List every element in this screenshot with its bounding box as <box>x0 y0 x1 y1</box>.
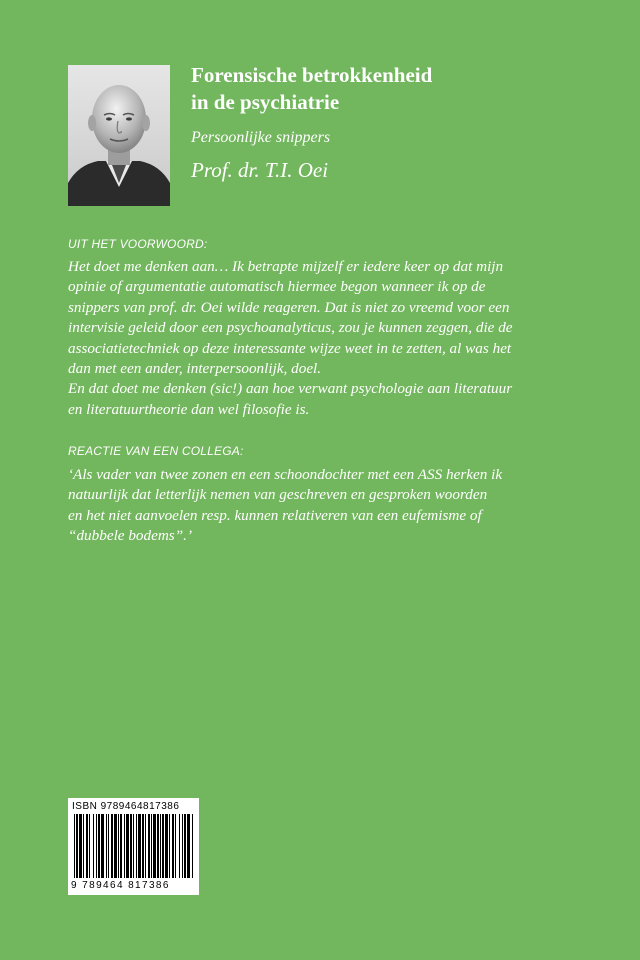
barcode-bar <box>162 814 164 878</box>
barcode-bar <box>86 814 88 878</box>
foreword-line: dan met een ander, interpersoonlijk, doel. <box>68 360 322 378</box>
barcode-bar <box>130 814 132 878</box>
barcode <box>68 798 199 895</box>
book-title <box>191 62 611 116</box>
barcode-bar <box>138 814 141 878</box>
barcode-bar <box>153 814 156 878</box>
barcode-bar <box>98 814 100 878</box>
isbn-text: ISBN 9789464817386 <box>72 801 180 812</box>
foreword-line: opinie of argumentatie automatisch hiermee begon wanneer ik op de <box>68 278 486 296</box>
title-line-2: in de psychiatrie <box>191 90 340 114</box>
barcode-bar <box>175 814 176 878</box>
colleague-text <box>68 465 568 547</box>
barcode-bar <box>74 814 75 878</box>
barcode-bar <box>126 814 129 878</box>
colleague-line: en het niet aanvoelen resp. kunnen relativeren van een eufemisme of <box>68 506 482 524</box>
barcode-bar <box>114 814 117 878</box>
barcode-bar <box>169 814 170 878</box>
foreword-line: intervisie geleid door een psychoanalyticus, zou je kunnen zeggen, die de <box>68 319 513 337</box>
barcode-bar <box>160 814 161 878</box>
foreword-label: UIT HET VOORWOORD: <box>68 237 208 251</box>
barcode-bar <box>106 814 107 878</box>
barcode-bar <box>187 814 190 878</box>
barcode-bar <box>142 814 144 878</box>
barcode-bar <box>76 814 78 878</box>
barcode-bar <box>182 814 183 878</box>
barcode-bar <box>89 814 90 878</box>
barcode-bar <box>124 814 125 878</box>
barcode-bar <box>151 814 152 878</box>
foreword-line: associatietechniek op deze interessante wijze weet in te zetten, al was het <box>68 339 512 357</box>
barcode-bar <box>145 814 146 878</box>
barcode-bar <box>101 814 104 878</box>
foreword-text <box>68 257 568 420</box>
foreword-line: en literatuurtheorie dan wel filosofie is. <box>68 400 310 418</box>
barcode-bar <box>120 814 122 878</box>
colleague-line: natuurlijk dat letterlijk nemen van geschreven en gesproken woorden <box>68 486 488 504</box>
barcode-bar <box>111 814 113 878</box>
colleague-line: ‘Als vader van twee zonen en een schoondochter met een ASS herken ik <box>68 466 503 483</box>
barcode-bar <box>136 814 137 878</box>
author-photo <box>68 65 170 206</box>
colleague-label: REACTIE VAN EEN COLLEGA: <box>68 444 244 458</box>
book-subtitle: Persoonlijke snippers <box>191 129 331 146</box>
barcode-bar <box>172 814 174 878</box>
barcode-bar <box>133 814 134 878</box>
barcode-digits: 9 789464 817386 <box>71 880 170 891</box>
barcode-bar <box>157 814 159 878</box>
title-line-1: Forensische betrokkenheid <box>191 63 433 87</box>
author-name: Prof. dr. T.I. Oei <box>191 158 329 182</box>
foreword-line: Het doet me denken aan… Ik betrapte mijzelf er iedere keer op dat mijn <box>68 258 504 275</box>
barcode-bar <box>184 814 186 878</box>
foreword-line: En dat doet me denken (sic!) aan hoe verwant psychologie aan literatuur <box>68 380 513 398</box>
colleague-line: “dubbele bodems”.’ <box>68 527 193 545</box>
barcode-bars <box>74 814 193 878</box>
barcode-bar <box>165 814 168 878</box>
barcode-bar <box>192 814 193 878</box>
barcode-bar <box>96 814 97 878</box>
barcode-bar <box>179 814 180 878</box>
barcode-bar <box>118 814 119 878</box>
barcode-bar <box>108 814 109 878</box>
barcode-bar <box>148 814 150 878</box>
barcode-bar <box>79 814 82 878</box>
foreword-line: snippers van prof. dr. Oei wilde reageren. Dat is niet zo vreemd voor een <box>68 298 510 316</box>
barcode-bar <box>83 814 84 878</box>
barcode-bar <box>93 814 94 878</box>
